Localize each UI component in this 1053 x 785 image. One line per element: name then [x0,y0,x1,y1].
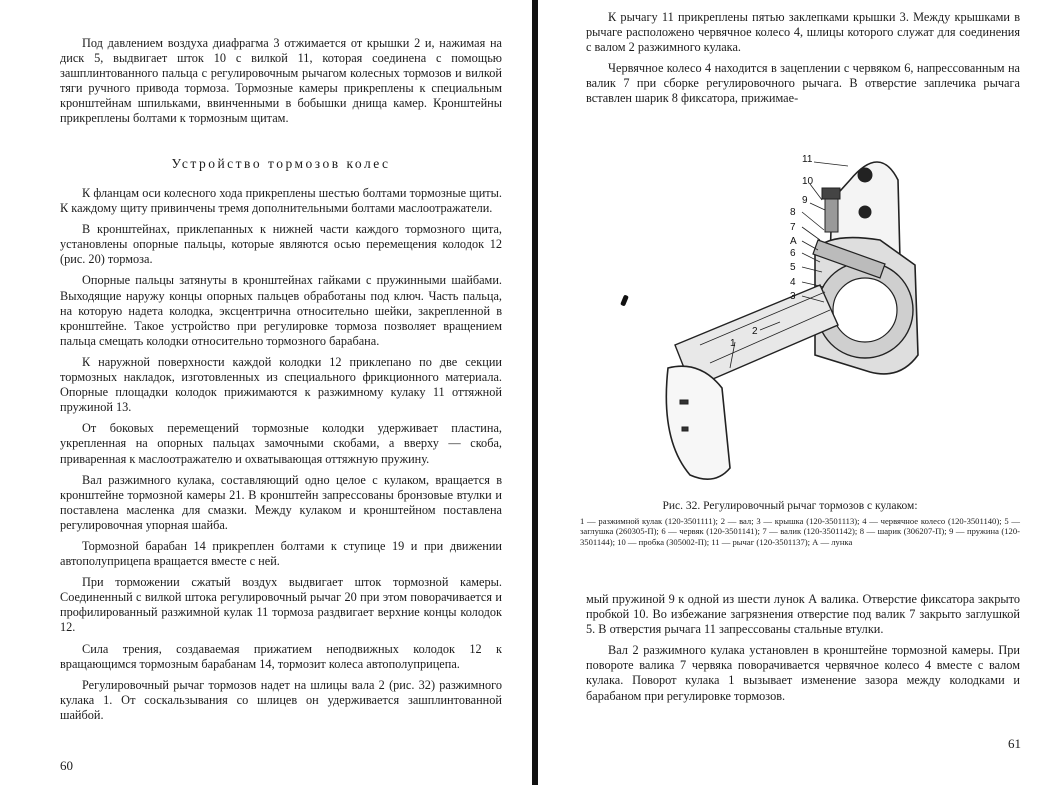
page-number-left: 60 [60,758,73,773]
book-gutter [532,0,538,785]
body-paragraph: Вал разжимного кулака, составляющий одно целое с кулаком, вращается в кронштейне тормозной камеры 21. В кронштейн запрессованы бронзовые втулки и поставлена масленка для смазки. Между кулаком и кронштейном поставлена регулировочная упорная шайба. [60,472,502,532]
body-paragraph: Регулировочный рычаг тормозов надет на шлицы вала 2 (рис. 32) разжимного кулака 1. От соскальзывания со шлицев он удерживается зашплинтованной шайбой. [60,677,502,722]
left-page [0,0,520,785]
body-paragraph: Тормозной барабан 14 прикреплен болтами к ступице 19 и при движении автополуприцепа вращается вместе с ней. [60,538,502,569]
body-paragraph: Сила трения, создаваемая прижатием неподвижных колодок 12 к вращающимся тормозным барабанам 14, тормозит колеса автополуприцепа. [60,641,502,671]
body-paragraph: Опорные пальцы затянуты в кронштейнах гайками с пружинными шайбами. Выходящие наружу концы опорных пальцев обработаны под ключ. Часть пальца, на которую надета колодка, эксцентрична относительно шейки, закрепленной в кронштейне. Такое устройство при регулировке тормоза позволяет вращением пальца смещать колодки относительно тормозного барабана. [60,273,502,348]
wheel-hub [833,278,897,342]
svg-text:2: 2 [752,326,758,337]
body-paragraph: К наружной поверхности каждой колодки 12 приклепано по две секции тормозных накладок, изготовленных из специального фрикционного материала. Опорные площадки колодок прижимаются к разжимному кулаку 11 оттяжной пружиной 13. [60,354,502,415]
svg-text:1: 1 [730,338,736,349]
body-paragraph: К фланцам оси колесного хода прикреплены шестью болтами тормозные щиты. К каждому щиту привинчены тремя дополнительными болтами маслоотражатели. [60,186,502,216]
body-paragraph: Червячное колесо 4 находится в зацеплении с червяком 6, напрессованным на валик 7 при сборке регулировочного рычага. В отверстие заплечика рычага вставлен шарик 8 фиксатора, прижимае- [586,61,1020,106]
left-body [60,186,502,729]
lever-hole-top [858,168,872,182]
intro-paragraph: Под давлением воздуха диафрагма 3 отжимается от крышки 2 и, нажимая на диск 5, выдвигает шток 10 с вилкой 11, которая соединена с помощью зашплинтованного пальца с регулировочным рычагом колесных тормозов и вилкой тяги ручного привода тормоза. Тормозные камеры прикреплены к специальным кронштейнам шпильками, ввинченными в бобышки днища камер. Кронштейны прикреплены болтами к тормозным щитам. [60,36,502,126]
body-paragraph: К рычагу 11 прикреплены пятью заклепками крышки 3. Между крышками в рычаге расположено червячное колесо 4, шлицы которого служат для соединения с валом 2 разжимного кулака. [586,10,1020,55]
svg-text:3: 3 [790,291,796,302]
svg-text:4: 4 [790,277,796,288]
figure-caption-title: Рис. 32. Регулировочный рычаг тормозов с кулаком: [662,500,918,512]
intro-block [60,36,502,133]
svg-text:5: 5 [790,262,796,273]
right-bottom-block [586,592,1020,710]
body-paragraph: От боковых перемещений тормозные колодки удерживает пластина, укрепленная на опорных пальцах замочными скобами, а вверху — скоба, приваренная к маслоотражателю и охватывающая оттяжную пружину. [60,421,502,466]
plug [822,188,840,199]
figure-caption-body: 1 — разжимной кулак (120-3501111); 2 — вал; 3 — крышка (120-3501113); 4 — червячное колесо (120-3501140); 5 — заглушка (260305-П); 6 — червяк (120-3501141); 7 — валик (120-3501142); 8 — шарик (306207-П); 9 — пружина (120-3501144); 10 — пробка (305002-П); 11 — рычаг (120-3501137); А — лунка [580,516,1020,547]
body-paragraph: Вал 2 разжимного кулака установлен в кронштейне тормозной камеры. При повороте валика 7 червяка поворачивается червячное колесо 4 вместе с валом кулака. Поворот кулака 1 вызывает изменение зазора между колодками и барабаном при регулировке тормозов. [586,643,1020,703]
body-paragraph: В кронштейнах, приклепанных к нижней части каждого тормозного щита, установлены опорные пальцы, которые являются осью перемещения колодок 12 (рис. 20) тормоза. [60,222,502,267]
svg-text:10: 10 [802,176,814,187]
cam [666,366,730,479]
page-number-right: 61 [1008,736,1021,751]
section-heading: Устройство тормозов колес [171,156,391,171]
body-paragraph: При торможении сжатый воздух выдвигает шток тормозной камеры. Соединенный с вилкой штока регулировочный рычаг 20 при этом поворачивается и профилированный разжимной кулак 11 тормоза раздвигает верхние концы колодок 12. [60,575,502,635]
svg-text:11: 11 [802,154,813,165]
lever-hole-bottom [859,206,871,218]
right-top-block [586,10,1020,113]
svg-text:6: 6 [790,248,796,259]
svg-text:А: А [790,236,797,247]
svg-text:8: 8 [790,207,796,218]
svg-text:7: 7 [790,222,796,233]
spring [825,198,838,232]
body-paragraph: мый пружиной 9 к одной из шести лунок А валика. Отверстие фиксатора закрыто пробкой 10. Во избежание загрязнения отверстие под валик 7 закрыто заглушкой 5. В отверстия рычага 11 запрессованы стальные втулки. [586,592,1020,637]
figure-adjusting-lever [580,140,1000,495]
svg-text:9: 9 [802,195,808,206]
